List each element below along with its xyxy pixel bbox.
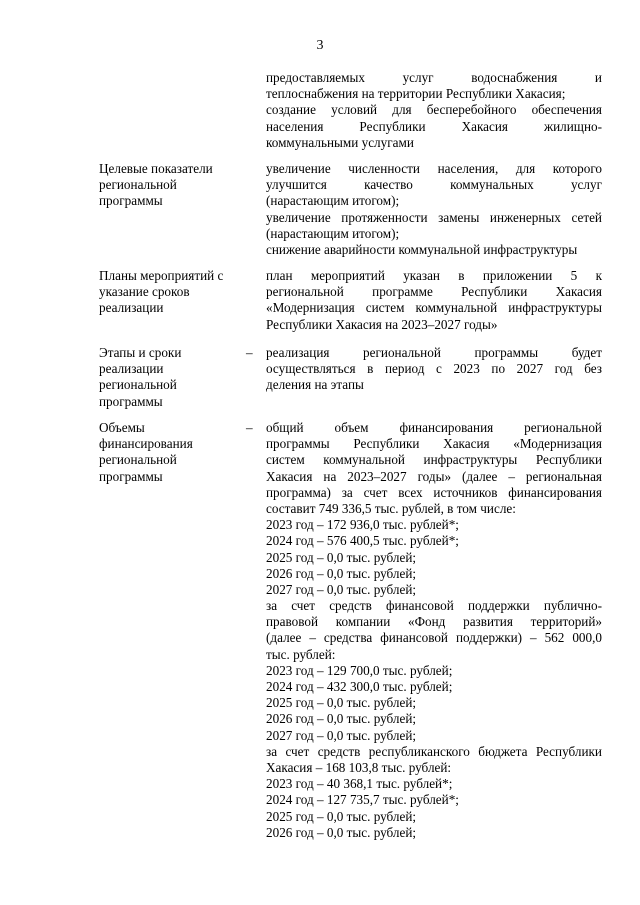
text-line: систем коммунальной инфраструктуры Республики — [266, 452, 602, 468]
text-line: (нарастающим итогом); — [266, 225, 400, 241]
text-line: 2024 год – 127 735,7 тыс. рублей*; — [266, 792, 459, 808]
text-line: (далее – средства финансовой поддержки) – 562 000,0 — [266, 630, 602, 646]
text-line: Хакасия на 2023–2027 годы» (далее – региональная — [266, 468, 602, 484]
text-line: тыс. рублей: — [266, 646, 336, 662]
section-content — [266, 161, 602, 258]
text-line: 2025 год – 0,0 тыс. рублей; — [266, 808, 417, 824]
section-label: Целевые показатели региональной программы — [99, 161, 213, 209]
section-content — [266, 420, 602, 841]
text-line: предоставляемых услуг водоснабжения и — [266, 70, 602, 85]
section-label: Планы мероприятий с указание сроков реализации — [99, 268, 224, 316]
text-line: правовой компании «Фонд развития территорий» — [266, 614, 602, 630]
text-line: Республики Хакасия на 2023–2027 годы» — [266, 316, 498, 332]
section-content — [266, 268, 602, 333]
section-label: Объемы финансирования региональной программы — [99, 420, 193, 484]
text-line: 2023 год – 40 368,1 тыс. рублей*; — [266, 776, 453, 792]
section-content — [266, 345, 602, 394]
text-line: деления на этапы — [266, 377, 364, 393]
text-line: реализация региональной программы будет — [266, 345, 602, 360]
text-line: 2025 год – 0,0 тыс. рублей; — [266, 695, 417, 711]
text-line: осуществляться в период с 2023 по 2027 год без — [266, 361, 602, 377]
text-line: общий объем финансирования региональной — [266, 420, 602, 435]
text-line: увеличение численности населения, для которого — [266, 161, 602, 176]
section-content — [266, 70, 602, 151]
section-dash: – — [246, 345, 253, 360]
text-line: (нарастающим итогом); — [266, 193, 400, 209]
page-number: 3 — [316, 38, 324, 53]
text-line: 2026 год – 0,0 тыс. рублей; — [266, 565, 417, 581]
text-line: улучшится качество коммунальных услуг — [266, 177, 602, 193]
text-line: за счет средств финансовой поддержки публично- — [266, 598, 602, 614]
text-line: 2023 год – 129 700,0 тыс. рублей; — [266, 662, 453, 678]
text-line: 2026 год – 0,0 тыс. рублей; — [266, 824, 417, 840]
text-line: 2027 год – 0,0 тыс. рублей; — [266, 727, 417, 743]
text-line: увеличение протяженности замены инженерных сетей — [266, 209, 602, 225]
text-line: населения Республики Хакасия жилищно- — [266, 118, 602, 134]
section-dash: – — [246, 420, 253, 435]
text-line: коммунальными услугами — [266, 134, 414, 150]
text-line: составит 749 336,5 тыс. рублей, в том числе: — [266, 500, 516, 516]
text-line: 2025 год – 0,0 тыс. рублей; — [266, 549, 417, 565]
section-label: Этапы и сроки реализации региональной программы — [99, 345, 182, 409]
text-line: программа) за счет всех источников финансирования — [266, 484, 602, 500]
text-line: снижение аварийности коммунальной инфраструктуры — [266, 241, 578, 257]
text-line: региональной программе Республики Хакасия — [266, 284, 602, 300]
text-line: 2024 год – 576 400,5 тыс. рублей*; — [266, 533, 459, 549]
text-line: Хакасия – 168 103,8 тыс. рублей: — [266, 759, 452, 775]
text-line: «Модернизация систем коммунальной инфраструктуры — [266, 300, 602, 316]
text-line: программы Республики Хакасия «Модернизация — [266, 436, 602, 452]
text-line: теплоснабжения на территории Республики Хакасия; — [266, 86, 566, 102]
text-line: 2024 год – 432 300,0 тыс. рублей; — [266, 679, 453, 694]
text-line: за счет средств республиканского бюджета Республики — [266, 743, 602, 759]
text-line: 2027 год – 0,0 тыс. рублей; — [266, 581, 417, 597]
text-line: 2026 год – 0,0 тыс. рублей; — [266, 711, 417, 727]
text-line: план мероприятий указан в приложении 5 к — [266, 268, 602, 283]
text-line: создание условий для бесперебойного обеспечения — [266, 102, 602, 118]
text-line: 2023 год – 172 936,0 тыс. рублей*; — [266, 517, 459, 533]
